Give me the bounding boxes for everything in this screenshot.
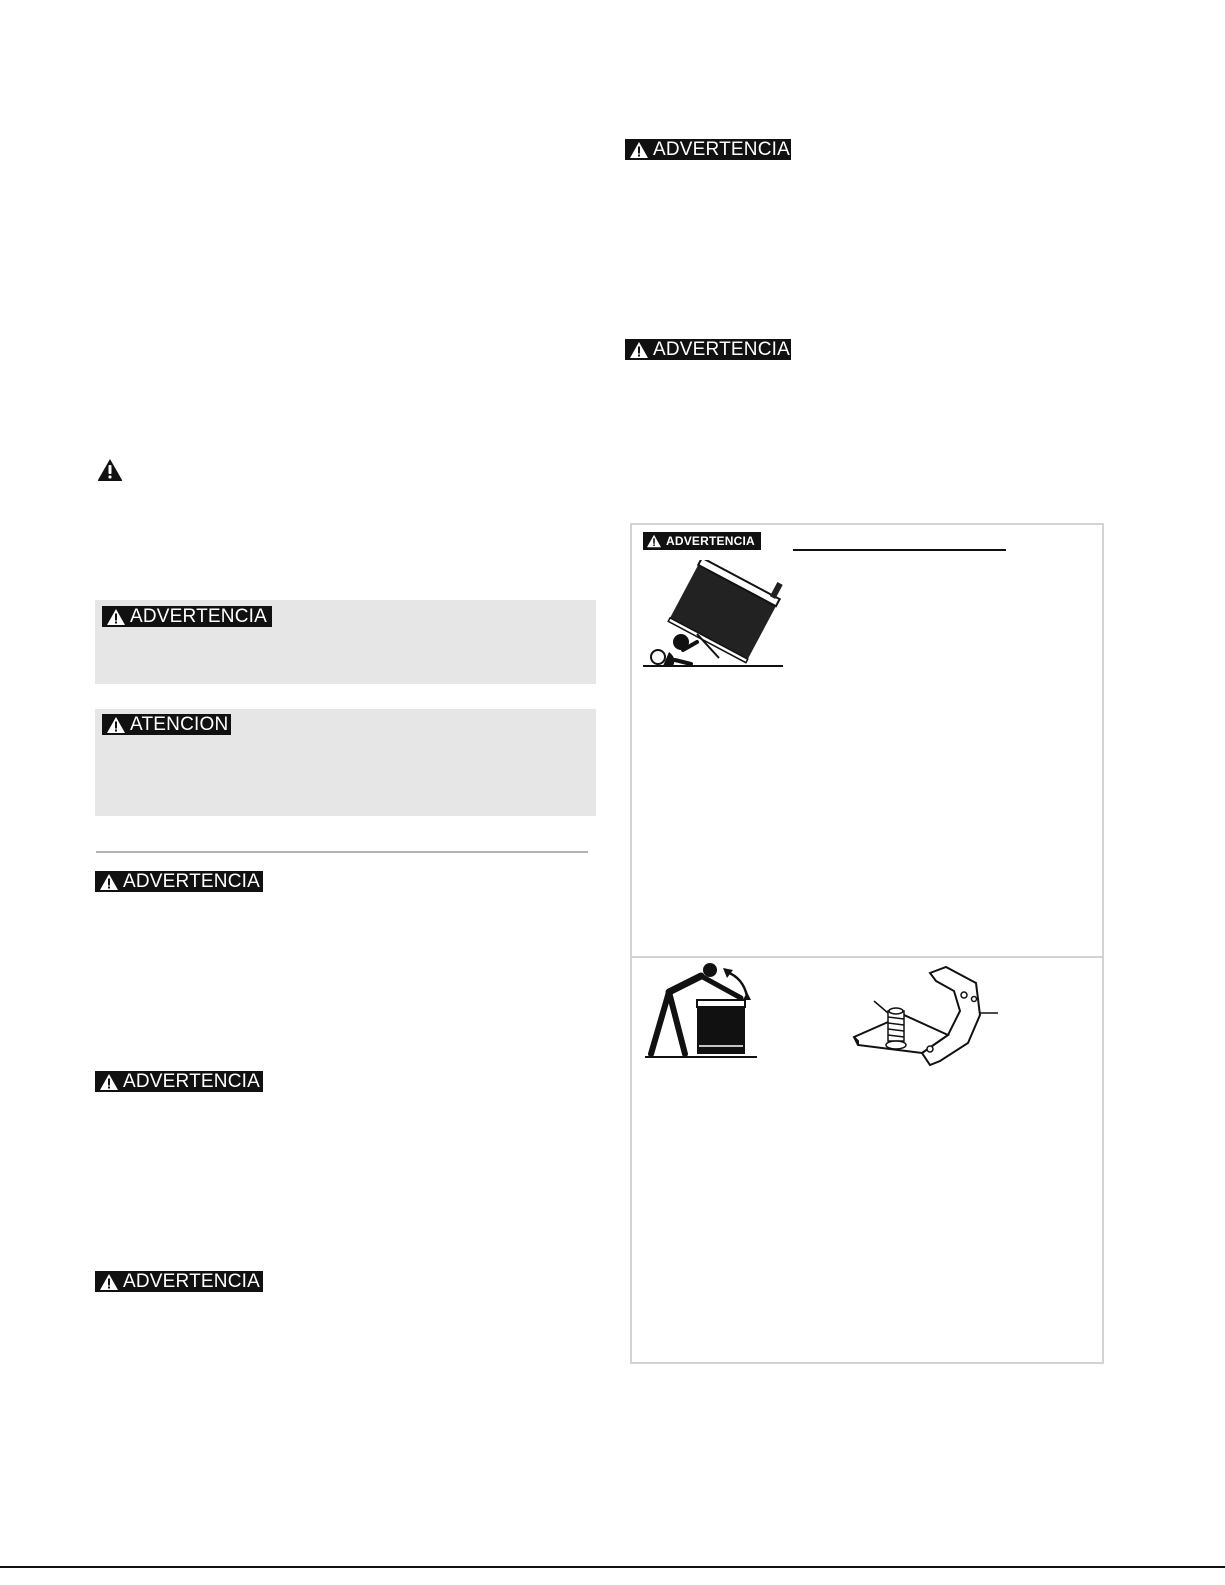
warning-triangle-icon — [646, 534, 662, 548]
warning-label-text: ADVERTENCIA — [123, 1270, 260, 1292]
safety-alert-icon — [97, 458, 123, 482]
warning-triangle-icon — [629, 141, 649, 159]
warning-label-text: ADVERTENCIA — [666, 534, 755, 548]
warning-label-text: ADVERTENCIA — [123, 870, 260, 892]
warning-label-text: ADVERTENCIA — [123, 1070, 260, 1092]
warning-label-text: ADVERTENCIA — [130, 605, 267, 627]
warning-label-left-1 — [95, 871, 263, 892]
warning-label-left-3 — [95, 1271, 263, 1292]
tipping-range-illustration — [643, 560, 785, 670]
warning-label-panel — [643, 532, 761, 550]
anti-tip-bracket-illustration — [850, 965, 1000, 1070]
warning-triangle-icon — [99, 1073, 119, 1091]
caution-label-text: ATENCION — [130, 713, 229, 735]
warning-label-text: ADVERTENCIA — [653, 138, 790, 160]
check-bracket-illustration — [643, 962, 761, 1062]
caution-label — [102, 714, 231, 735]
panel-divider — [632, 956, 1102, 958]
warning-triangle-icon — [99, 873, 119, 891]
warning-triangle-icon — [99, 1273, 119, 1291]
warning-label-text: ADVERTENCIA — [653, 338, 790, 360]
warning-triangle-icon — [106, 716, 126, 734]
footer-rule — [0, 1566, 1225, 1568]
warning-label-right-2 — [625, 339, 791, 360]
warning-label-box-1 — [102, 606, 272, 627]
warning-label-left-2 — [95, 1071, 263, 1092]
section-divider — [96, 851, 588, 853]
heading-underline — [793, 549, 1006, 551]
warning-triangle-icon — [629, 341, 649, 359]
warning-triangle-icon — [106, 608, 126, 626]
warning-label-right-1 — [625, 139, 791, 160]
